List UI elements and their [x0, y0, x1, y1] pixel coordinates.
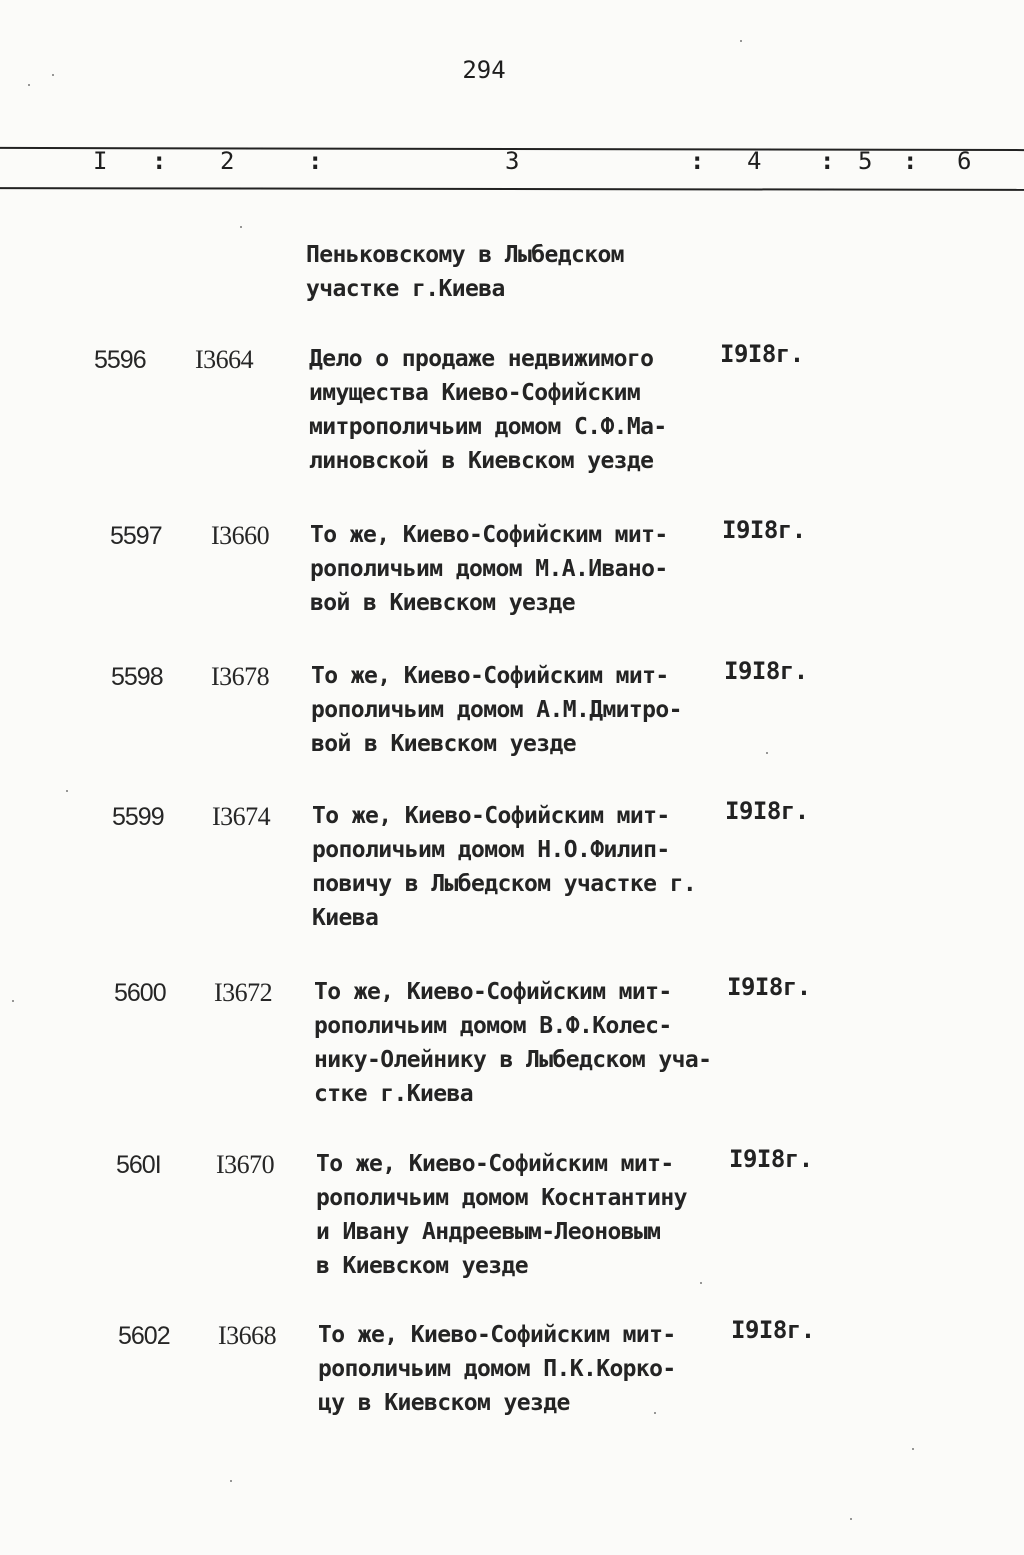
column-header-3: 3	[505, 147, 520, 175]
record-number: 5597	[110, 522, 162, 550]
description-line: То же, Киево-Софийским мит-	[310, 522, 668, 548]
column-separator: :	[308, 147, 323, 175]
description-line: То же, Киево-Софийским мит-	[318, 1322, 676, 1348]
page-number: 294	[462, 56, 506, 84]
description-line: рополичьим домом А.М.Дмитро-	[311, 697, 682, 723]
scan-speck	[850, 1518, 852, 1520]
column-separator: :	[820, 147, 835, 175]
column-separator: :	[903, 147, 918, 175]
record-code: I3678	[211, 662, 270, 691]
description-line: рополичьим домом В.Ф.Колес-	[314, 1013, 672, 1039]
record-code: I3668	[218, 1321, 277, 1350]
record-code: I3660	[211, 521, 270, 550]
record-number: 5598	[111, 663, 163, 691]
column-header-5: 5	[858, 147, 873, 175]
description-line: рополичьим домом П.К.Корко-	[318, 1356, 676, 1382]
column-separator: :	[690, 147, 705, 175]
description-line: участке г.Киева	[306, 276, 505, 302]
scan-speck	[912, 1448, 914, 1450]
column-separator: :	[152, 147, 167, 175]
description-line: Дело о продаже недвижимого	[309, 346, 654, 372]
continued-description	[306, 238, 624, 306]
record-description	[310, 518, 668, 620]
description-line: рополичьим домом Н.О.Филип-	[312, 837, 670, 863]
scan-speck	[66, 790, 68, 792]
column-header-2: 2	[220, 147, 235, 175]
description-line: стке г.Киева	[314, 1081, 473, 1107]
scan-speck	[240, 226, 242, 228]
description-line: Киева	[312, 905, 379, 931]
description-line: вой в Киевском уезде	[310, 590, 575, 616]
description-line: нику-Олейнику в Лыбедском уча-	[314, 1047, 712, 1073]
record-date: I9I8г.	[731, 1316, 815, 1344]
record-description	[316, 1147, 687, 1283]
description-line: То же, Киево-Софийским мит-	[311, 663, 669, 689]
description-line: Пеньковскому в Лыбедском	[306, 242, 624, 268]
description-line: То же, Киево-Софийским мит-	[314, 979, 672, 1005]
header-rule-bottom	[0, 187, 1024, 191]
record-date: I9I8г.	[729, 1145, 813, 1173]
description-line: имущества Киево-Софийским	[309, 380, 641, 406]
description-line: вой в Киевском уезде	[311, 731, 576, 757]
scan-speck	[12, 1000, 14, 1002]
scan-speck	[52, 74, 54, 76]
description-line: линовской в Киевском уезде	[309, 448, 654, 474]
description-line: То же, Киево-Софийским мит-	[312, 803, 670, 829]
description-line: рополичьим домом М.А.Ивано-	[310, 556, 668, 582]
record-number: 560I	[116, 1151, 161, 1179]
scan-speck	[28, 84, 30, 86]
scan-speck	[654, 1412, 656, 1414]
scan-speck	[766, 752, 768, 754]
record-date: I9I8г.	[720, 340, 804, 368]
record-description	[309, 342, 667, 478]
record-description	[314, 975, 711, 1111]
description-line: То же, Киево-Софийским мит-	[316, 1151, 674, 1177]
column-header-1: I	[93, 147, 108, 175]
scan-speck	[230, 1480, 232, 1482]
record-description	[318, 1318, 676, 1420]
record-code: I3664	[195, 345, 254, 374]
record-description	[311, 659, 682, 761]
description-line: митрополичьим домом С.Ф.Ма-	[309, 414, 667, 440]
description-line: повичу в Лыбедском участке г.	[312, 871, 697, 897]
record-date: I9I8г.	[725, 797, 809, 825]
record-number: 5600	[114, 979, 166, 1007]
scan-speck	[700, 1282, 702, 1284]
column-header-6: 6	[957, 147, 972, 175]
record-number: 5602	[118, 1322, 170, 1350]
record-description	[312, 799, 696, 935]
scan-speck	[740, 40, 742, 42]
record-date: I9I8г.	[724, 657, 808, 685]
record-date: I9I8г.	[722, 516, 806, 544]
record-number: 5596	[94, 346, 146, 374]
record-code: I3674	[212, 802, 271, 831]
record-code: I3672	[214, 978, 273, 1007]
description-line: рополичьим домом Коснтантину	[316, 1185, 687, 1211]
description-line: и Ивану Андреевым-Леоновым	[316, 1219, 661, 1245]
record-number: 5599	[112, 803, 164, 831]
column-header-4: 4	[747, 147, 762, 175]
record-code: I3670	[216, 1150, 275, 1179]
description-line: цу в Киевском уезде	[318, 1390, 570, 1416]
record-date: I9I8г.	[727, 973, 811, 1001]
description-line: в Киевском уезде	[316, 1253, 528, 1279]
